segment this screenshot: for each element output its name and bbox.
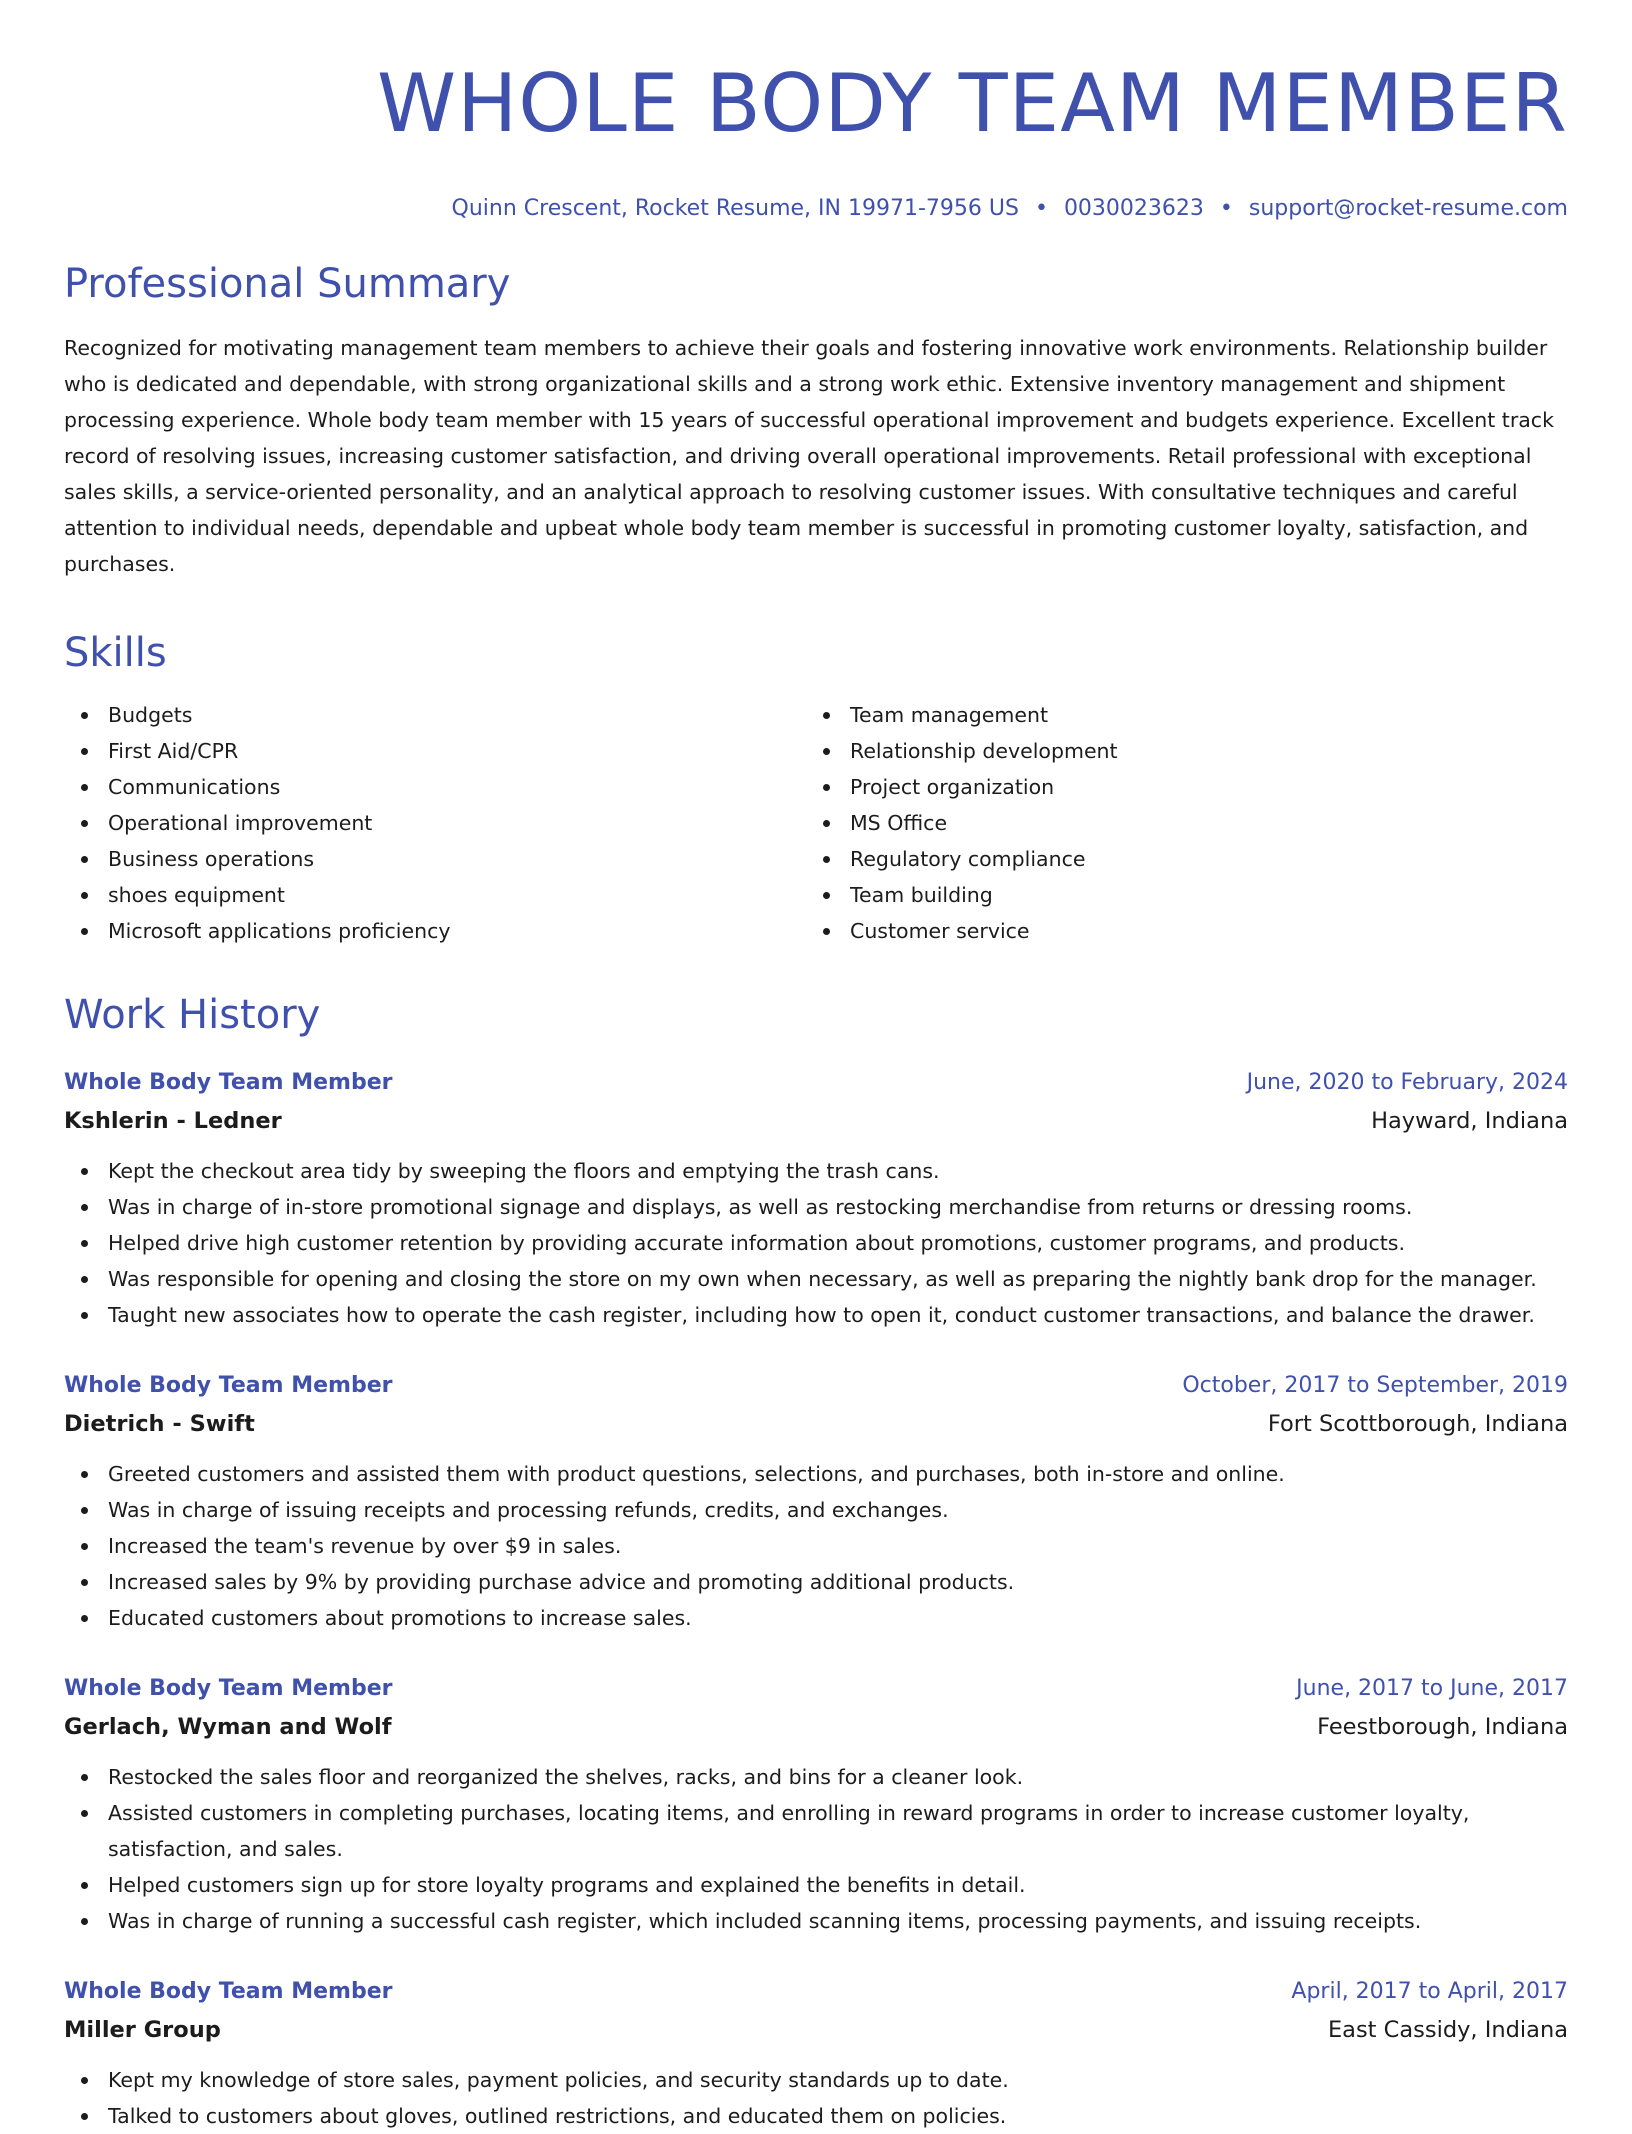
- job-company-row: [64, 1708, 1568, 1746]
- skills-list-right: [806, 697, 1506, 949]
- job-entry: [64, 1670, 1568, 1939]
- contact-email: support@rocket-resume.com: [1248, 196, 1568, 221]
- resume-header: [64, 0, 1568, 224]
- job-title: Whole Body Team Member: [64, 1373, 393, 1398]
- skill-item: Regulatory compliance: [806, 841, 1506, 877]
- job-bullet: Kept the checkout area tidy by sweeping the floors and emptying the trash cans.: [64, 1153, 1568, 1189]
- job-title-row: [64, 1670, 1568, 1708]
- job-bullet: Greeted customers and assisted them with product questions, selections, and purchases, both in-store and online.: [64, 1456, 1568, 1492]
- skill-item: Team management: [806, 697, 1506, 733]
- contact-line: [64, 194, 1568, 224]
- summary-text: Recognized for motivating management team members to achieve their goals and fostering innovative work environments. Relationship builder who is dedicated and dependable, with strong organizational skills and a strong work ethic. Extensive inventory management and shipment processing experience. Whole body team member with 15 years of successful operational improvement and budgets experience. Excellent track record of resolving issues, increasing customer satisfaction, and driving overall operational improvements. Retail professional with exceptional sales skills, a service-oriented personality, and an analytical approach to resolving customer issues. With consultative techniques and careful attention to individual needs, dependable and upbeat whole body team member is successful in promoting customer loyalty, satisfaction, and purchases.: [64, 336, 1554, 576]
- job-bullet: Was in charge of in-store promotional signage and displays, as well as restocking merchandise from returns or dressing rooms.: [64, 1189, 1568, 1225]
- summary-heading: Professional Summary: [64, 261, 511, 307]
- skills-list-left: [64, 697, 806, 949]
- job-bullet: Was in charge of running a successful cash register, which included scanning items, processing payments, and issuing receipts.: [64, 1903, 1568, 1939]
- job-bullet: Helped customers sign up for store loyalty programs and explained the benefits in detail.: [64, 1867, 1568, 1903]
- job-dates: October, 2017 to September, 2019: [1182, 1373, 1568, 1398]
- job-bullet: Assisted customers in completing purchases, locating items, and enrolling in reward programs in order to increase customer loyalty, satisfaction, and sales.: [64, 1795, 1568, 1867]
- skill-item: Budgets: [64, 697, 806, 733]
- job-entry: [64, 1973, 1568, 2134]
- skill-item: shoes equipment: [64, 877, 806, 913]
- job-bullet: Was in charge of issuing receipts and processing refunds, credits, and exchanges.: [64, 1492, 1568, 1528]
- skill-item: Relationship development: [806, 733, 1506, 769]
- work-history-heading: Work History: [64, 992, 321, 1038]
- job-location: Feestborough, Indiana: [1317, 1714, 1568, 1740]
- skill-item: MS Office: [806, 805, 1506, 841]
- job-bullet: Taught new associates how to operate the cash register, including how to open it, conduct customer transactions, and balance the drawer.: [64, 1297, 1568, 1333]
- job-bullet-list: [64, 1456, 1568, 1636]
- skills-section: [64, 627, 1568, 949]
- skill-item: Team building: [806, 877, 1506, 913]
- job-bullet: Talked to customers about gloves, outlined restrictions, and educated them on policies.: [64, 2098, 1568, 2134]
- job-entry: [64, 1064, 1568, 1333]
- job-entry: [64, 1367, 1568, 1636]
- skills-heading: Skills: [64, 630, 167, 676]
- skills-columns: [64, 697, 1568, 949]
- skill-item: Operational improvement: [64, 805, 806, 841]
- job-bullet-list: [64, 1153, 1568, 1333]
- job-title: Whole Body Team Member: [64, 1676, 393, 1701]
- job-company-row: [64, 2011, 1568, 2049]
- job-bullet: Increased sales by 9% by providing purchase advice and promoting additional products.: [64, 1564, 1568, 1600]
- job-bullet: Kept my knowledge of store sales, payment policies, and security standards up to date.: [64, 2062, 1568, 2098]
- job-title-row: [64, 1973, 1568, 2011]
- job-title-row: [64, 1367, 1568, 1405]
- skill-item: Project organization: [806, 769, 1506, 805]
- job-bullet: Helped drive high customer retention by providing accurate information about promotions, customer programs, and products.: [64, 1225, 1568, 1261]
- skill-item: Customer service: [806, 913, 1506, 949]
- job-location: Fort Scottborough, Indiana: [1267, 1411, 1568, 1437]
- job-bullet: Increased the team's revenue by over $9 in sales.: [64, 1528, 1568, 1564]
- job-location: Hayward, Indiana: [1371, 1108, 1568, 1134]
- contact-address: Quinn Crescent, Rocket Resume, IN 19971-7956 US: [451, 196, 1019, 221]
- job-bullet-list: [64, 2062, 1568, 2134]
- job-dates: June, 2017 to June, 2017: [1296, 1676, 1568, 1701]
- contact-separator: •: [1219, 196, 1233, 221]
- job-company: Gerlach, Wyman and Wolf: [64, 1714, 392, 1740]
- job-dates: April, 2017 to April, 2017: [1291, 1979, 1568, 2004]
- skill-item: Business operations: [64, 841, 806, 877]
- summary-section: [64, 258, 1568, 582]
- contact-separator: •: [1034, 196, 1048, 221]
- job-title-row: [64, 1064, 1568, 1102]
- work-history-section: [64, 989, 1568, 2134]
- contact-phone: 0030023623: [1063, 196, 1204, 221]
- job-company-row: [64, 1405, 1568, 1443]
- job-bullet: Restocked the sales floor and reorganized the shelves, racks, and bins for a cleaner look.: [64, 1759, 1568, 1795]
- job-title: Whole Body Team Member: [64, 1070, 393, 1095]
- job-bullet-list: [64, 1759, 1568, 1939]
- job-location: East Cassidy, Indiana: [1327, 2017, 1568, 2043]
- job-company: Miller Group: [64, 2017, 221, 2043]
- job-title: Whole Body Team Member: [64, 1979, 393, 2004]
- job-company-row: [64, 1102, 1568, 1140]
- job-bullet: Was responsible for opening and closing the store on my own when necessary, as well as preparing the nightly bank drop for the manager.: [64, 1261, 1568, 1297]
- job-bullet: Educated customers about promotions to increase sales.: [64, 1600, 1568, 1636]
- job-company: Kshlerin - Ledner: [64, 1108, 282, 1134]
- skill-item: First Aid/CPR: [64, 733, 806, 769]
- skill-item: Microsoft applications proficiency: [64, 913, 806, 949]
- page-title: WHOLE BODY TEAM MEMBER: [377, 57, 1568, 150]
- skill-item: Communications: [64, 769, 806, 805]
- job-company: Dietrich - Swift: [64, 1411, 255, 1437]
- job-dates: June, 2020 to February, 2024: [1246, 1070, 1568, 1095]
